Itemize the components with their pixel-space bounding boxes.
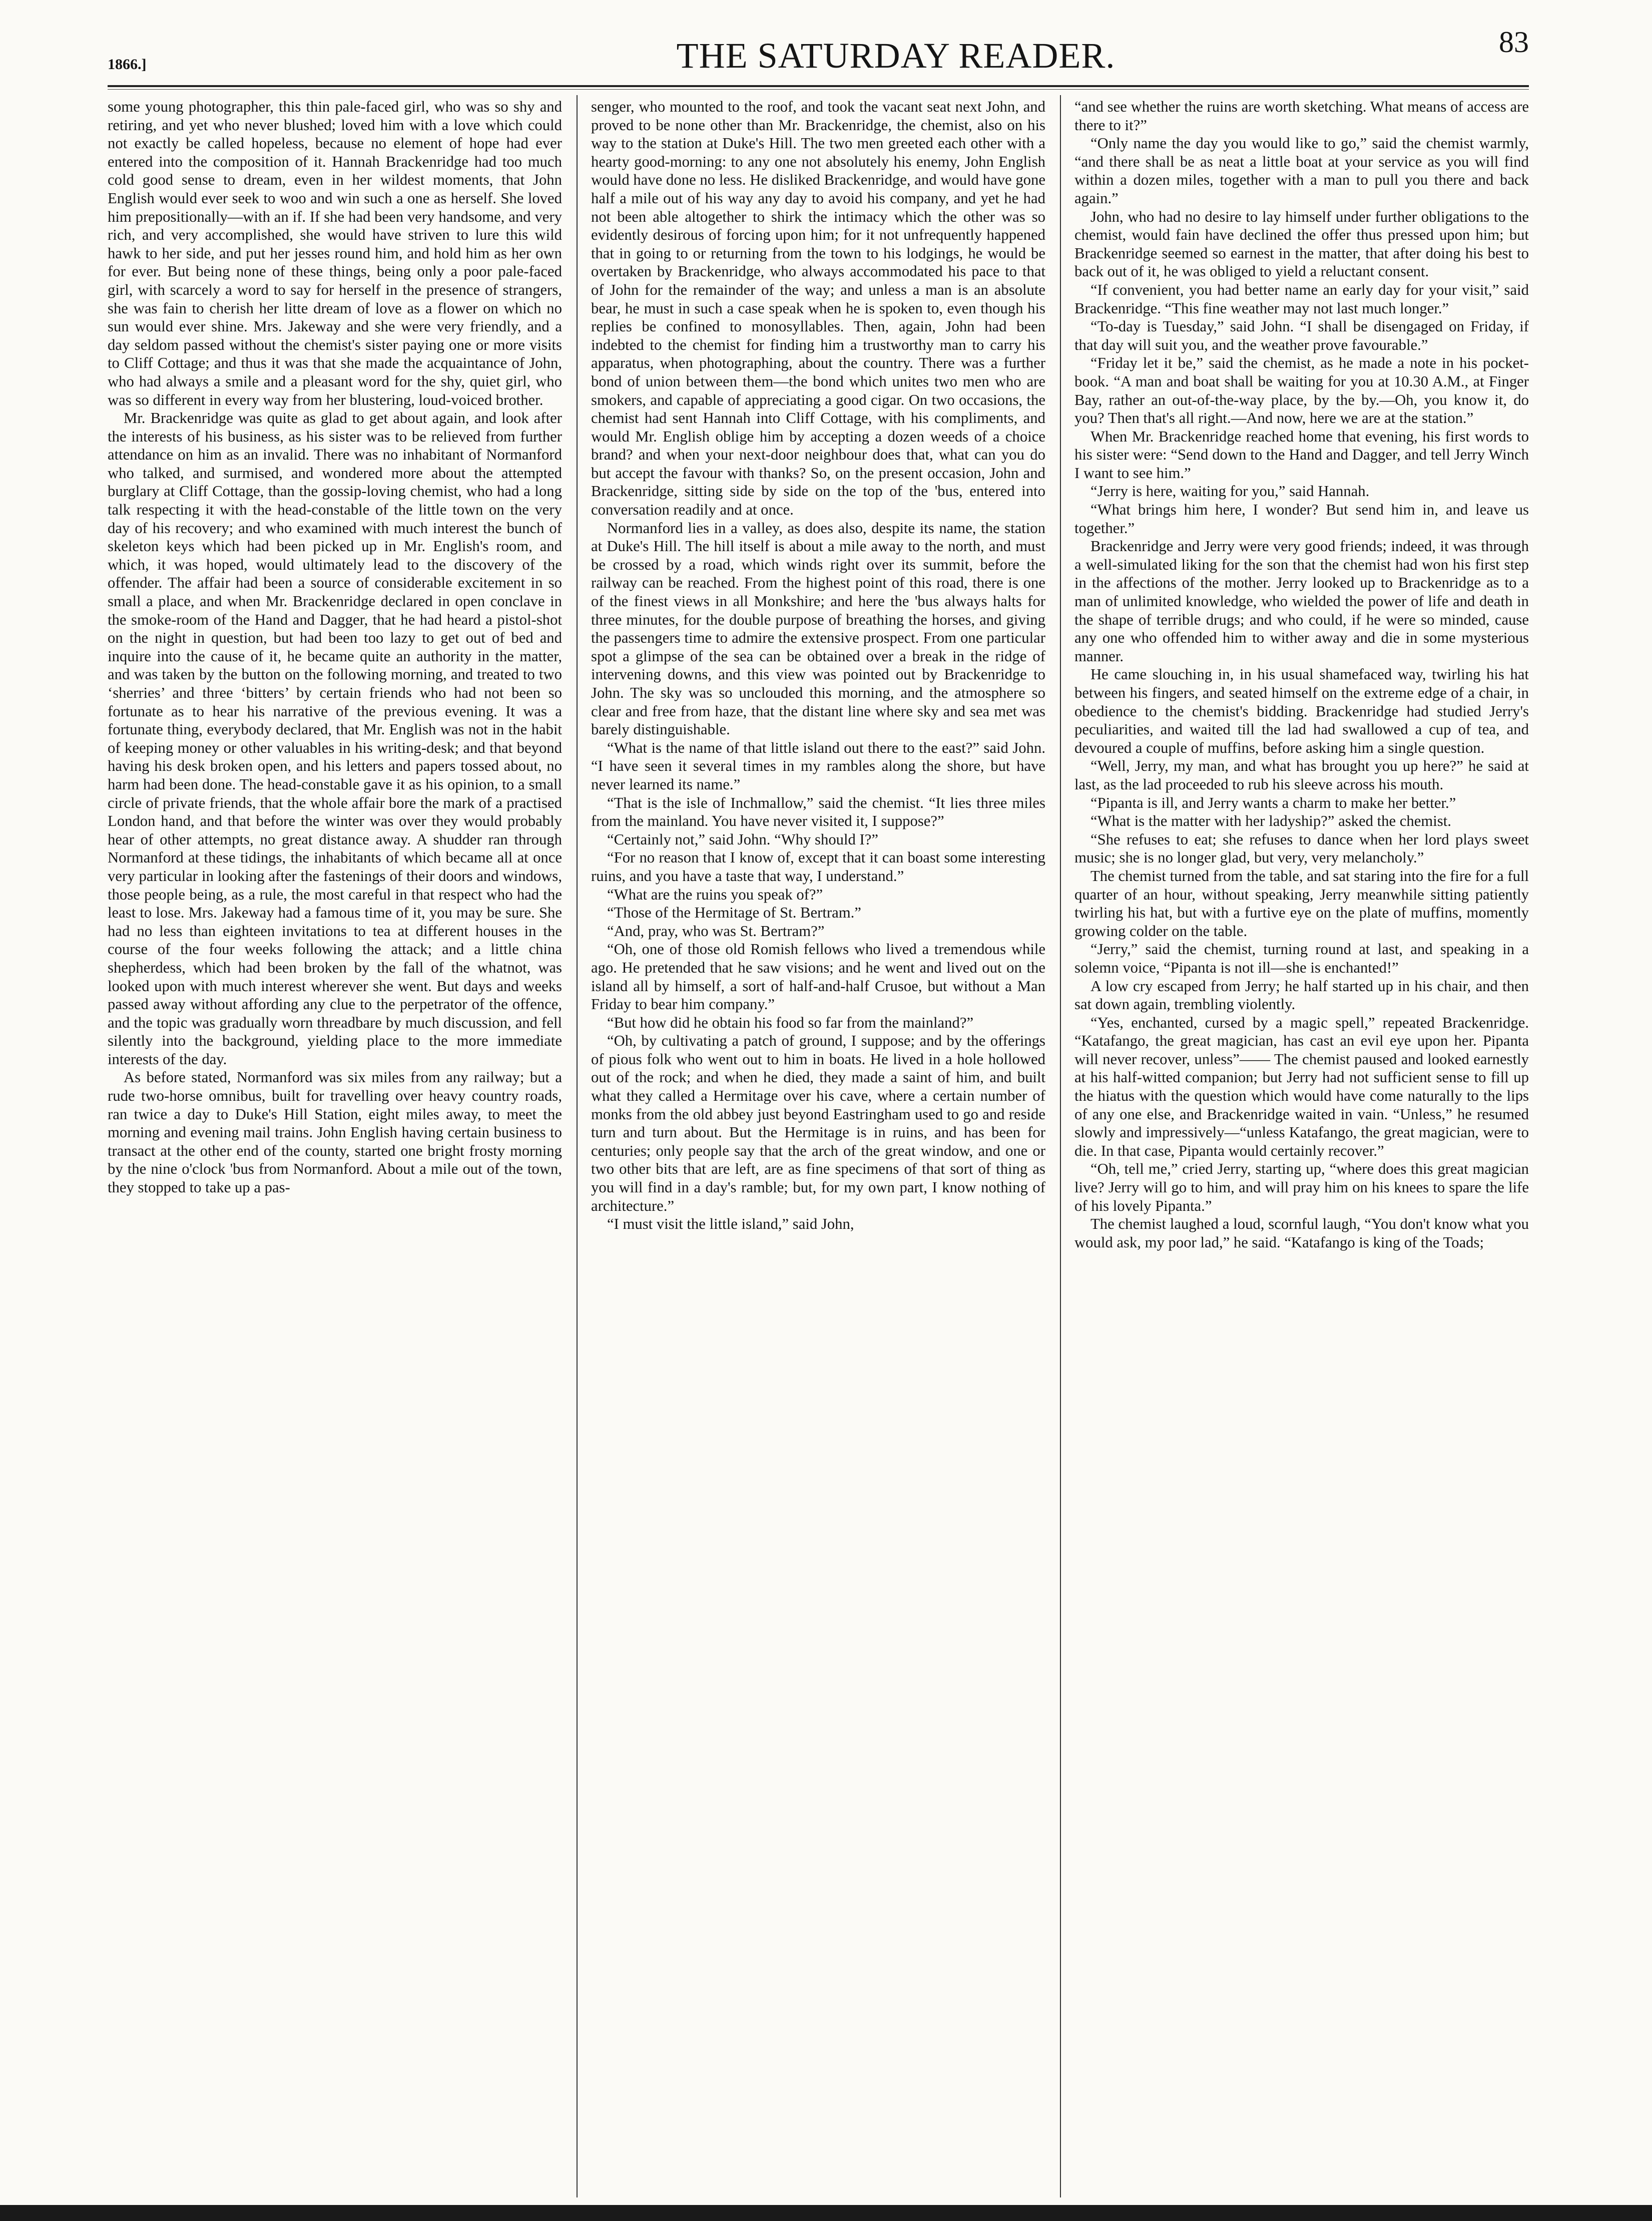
article-paragraph: “Only name the day you would like to go,” said the chemist warmly, “and there shall be as neat a little boat at your service as you will find within a dozen miles, together with a man to pull you there and back again.” — [1074, 135, 1529, 207]
article-paragraph: “But how did he obtain his food so far from the mainland?” — [607, 1014, 974, 1031]
article-paragraph: “And, pray, who was St. Bertram?” — [607, 922, 825, 940]
article-paragraph: “Certainly not,” said John. “Why should I?” — [607, 830, 879, 848]
article-paragraph: John, who had no desire to lay himself under further obligations to the chemist, would fain have declined the offer thus pressed upon him; but Brackenridge seemed so earnest in the matter, that after doing his best to back out of it, he was obliged to yield a reluctant consent. — [1074, 208, 1529, 280]
article-paragraph: “What is the matter with her ladyship?” asked the chemist. — [1090, 812, 1451, 830]
article-paragraph: Brackenridge and Jerry were very good friends; indeed, it was through a well-simulated liking for the son that the chemist had won his first step in the affections of the mother. Jerry looked up to Brackenridge as to a man of unlimited knowledge, who wielded the power of life and death in the shape of terrible drugs; and who could, if he were so minded, cause any one who offended him to wither away and die in some mysterious manner. — [1074, 538, 1529, 665]
article-paragraph: “She refuses to eat; she refuses to dance when her lord plays sweet music; she is no longer glad, but very, very melancholy.” — [1074, 830, 1529, 866]
article-paragraph: “What are the ruins you speak of?” — [607, 885, 823, 903]
column-middle — [591, 98, 1045, 2195]
article-paragraph: “Friday let it be,” said the chemist, as he made a note in his pocket-book. “A man and boat shall be waiting for you at 10.30 A.M., at Finger Bay, rather an out-of-the-way place, by the by.—Oh, you know it, do you? Then that's all right.—And now, here we are at the station.” — [1074, 354, 1529, 427]
article-paragraph: “Yes, enchanted, cursed by a magic spell,” repeated Brackenridge. “Katafango, the great magician, has cast an evil eye upon her. Pipanta will never recover, unless”—— The chemist paused and looked earnestly at his half-witted companion; but Jerry had not sufficient sense to fill up the hiatus with the question which would have come naturally to the lips of any one else, and Brackenridge waited in vain. “Unless,” he resumed slowly and impressively—“unless Katafango, the great magician, were to die. In that case, Pipanta would certainly recover.” — [1074, 1014, 1529, 1159]
article-paragraph: When Mr. Brackenridge reached home that evening, his first words to his sister were: “Send down to the Hand and Dagger, and tell Jerry Winch I want to see him.” — [1074, 427, 1529, 482]
article-paragraph: “What brings him here, I wonder? But send him in, and leave us together.” — [1074, 501, 1529, 537]
column-right — [1074, 98, 1529, 2195]
article-paragraph: “Well, Jerry, my man, and what has brought you up here?” he said at last, as the lad proceeded to rub his sleeve across his mouth. — [1074, 757, 1529, 793]
article-paragraph: The chemist laughed a loud, scornful laugh, “You don't know what you would ask, my poor lad,” he said. “Katafango is king of the Toads; — [1074, 1215, 1529, 1251]
page-header — [108, 15, 1529, 110]
article-paragraph: “Those of the Hermitage of St. Bertram.” — [607, 904, 861, 922]
header-rule-thin — [108, 89, 1529, 90]
article-paragraph: “Oh, one of those old Romish fellows who lived a tremendous while ago. He pretended that he saw visions; and he went and lived out on the island all by himself, a sort of half-and-half Crusoe, but without a Man Friday to bear him company.” — [591, 941, 1045, 1013]
article-paragraph: “and see whether the ruins are worth sketching. What means of access are there to it?” — [1074, 98, 1529, 134]
masthead-title: THE SATURDAY READER. — [676, 36, 1116, 76]
header-rule — [108, 85, 1529, 87]
article-paragraph: “I must visit the little island,” said John, — [607, 1215, 854, 1233]
article-paragraph: As before stated, Normanford was six miles from any railway; but a rude two-horse omnibus, built for travelling over heavy country roads, ran twice a day to Duke's Hill Station, eight miles away, to meet the morning and evening mail trains. John English having certain business to transact at the other end of the county, started one bright frosty morning by the nine o'clock 'bus from Normanford. About a mile out of the town, they stopped to take up a pas- — [108, 1069, 562, 1196]
article-paragraph: The chemist turned from the table, and sat staring into the fire for a full quarter of an hour, without speaking, Jerry meanwhile sitting patiently twirling his hat, but with a furtive eye on the plate of muffins, momently growing colder on the table. — [1074, 867, 1529, 940]
article-paragraph: senger, who mounted to the roof, and took the vacant seat next John, and proved to be none other than Mr. Brackenridge, the chemist, also on his way to the station at Duke's Hill. The two men greeted each other with a hearty good-morning: to any one not absolutely his enemy, John English would have done no less. He disliked Brackenridge, and would have gone half a mile out of his way any day to avoid his company, and yet he had not been able altogether to shirk the intimacy which the other was so evidently desirous of forcing upon him; for it not unfrequently happened that in going to or returning from the town to his lodgings, he would be overtaken by Brackenridge, who always accommodated his pace to that of John for the remainder of the way; and unless a man is an absolute bear, he must in such a case speak when he is spoken to, even though his replies be confined to monosyllables. Then, again, John had been indebted to the chemist for finding him a trustworthy man to carry his apparatus, when photographing, about the country. There was a further bond of union between them—the bond which unites two men who are smokers, and capable of appreciating a good cigar. On two occasions, the chemist had sent Hannah into Cliff Cottage, with his compliments, and would Mr. English oblige him by accepting a dozen weeds of a choice brand? and when your next-door neighbour does that, what can you do but accept the favour with thanks? So, on the present occasion, John and Brackenridge, sitting side by side on the top of the 'bus, entered into conversation readily and at once. — [591, 98, 1045, 519]
article-paragraph: A low cry escaped from Jerry; he half started up in his chair, and then sat down again, trembling violently. — [1074, 977, 1529, 1013]
header-year: 1866.] — [108, 56, 147, 73]
article-paragraph: “That is the isle of Inchmallow,” said the chemist. “It lies three miles from the mainland. You have never visited it, I suppose?” — [591, 794, 1045, 830]
article-paragraph: “Jerry is here, waiting for you,” said Hannah. — [1090, 483, 1370, 500]
article-columns — [108, 98, 1529, 2195]
article-paragraph: “To-day is Tuesday,” said John. “I shall be disengaged on Friday, if that day will suit you, and the weather prove favourable.” — [1074, 318, 1529, 353]
article-paragraph: “Oh, by cultivating a patch of ground, I suppose; and by the offerings of pious folk who went out to him in boats. He lived in a hole hollowed out of the rock; and when he died, they made a saint of him, and built what they called a Hermitage over his cave, where a certain number of monks from the old abbey just beyond Eastringham used to go and reside turn and turn about. But the Hermitage is in ruins, and has been for centuries; only people say that the arch of the great window, and one or two other bits that are left, are as fine specimens of that sort of thing as you will find in a day's ramble; but, for my own part, I know nothing of architecture.” — [591, 1032, 1045, 1214]
article-paragraph: Mr. Brackenridge was quite as glad to get about again, and look after the interests of his business, as his sister was to be relieved from further attendance on him as an invalid. There was no inhabitant of Normanford who talked, and surmised, and wondered more about the attempted burglary at Cliff Cottage, than the gossip-loving chemist, who had a long talk respecting it with the head-constable of the little town on the very day of his recovery; and who examined with much interest the bunch of skeleton keys which had been picked up in Mr. English's room, and which, it was hoped, would ultimately lead to the discovery of the offender. The affair had been a source of considerable excitement in so small a place, and when Mr. Brackenridge declared in open conclave in the smoke-room of the Hand and Dagger, that he had heard a pistol-shot on the night in question, but had been too lazy to get out of bed and inquire into the cause of it, he became quite an authority in the matter, and was taken by the button on the following morning, and treated to two ‘sherries’ and three ‘bitters’ by certain friends who had not been so fortunate as to hear his narrative of the previous evening. It was a fortunate thing, everybody declared, that Mr. English was not in the habit of keeping money or other valuables in his writing-desk; and that beyond having his desk broken open, and his letters and papers tossed about, no harm had been done. The head-constable gave it as his opinion, to a small circle of private friends, that the whole affair bore the mark of a practised London hand, and that before the winter was over they would probably hear of other attempts, no great distance away. A shudder ran through Normanford at these tidings, the inhabitants of which became all at once very particular in looking after the fastenings of their doors and windows, those people being, as a rule, the most careful in that respect who had the least to lose. Mrs. Jakeway had a famous time of it, you may be sure. She had no less than eighteen invitations to tea at different houses in the course of the four weeks following the attack; and a little china shepherdess, which had been broken by the fall of the whatnot, was looked upon with much interest wherever she went. But days and weeks passed away without affording any clue to the perpetrator of the offence, and the topic was gradually worn threadbare by much discussion, and fell silently into the background, yielding place to the more immediate interests of the day. — [108, 409, 562, 1068]
article-paragraph: He came slouching in, in his usual shamefaced way, twirling his hat between his fingers, and seated himself on the extreme edge of a chair, in obedience to the chemist's bidding. Brackenridge had studied Jerry's peculiarities, and waited till the lad had swallowed a cup of tea, and devoured a couple of muffins, before asking him a single question. — [1074, 666, 1529, 756]
article-paragraph: “Pipanta is ill, and Jerry wants a charm to make her better.” — [1090, 794, 1456, 811]
article-paragraph: some young photographer, this thin pale-faced girl, who was so shy and retiring, and yet who never blushed; loved him with a love which could not exactly be called hopeless, because no element of hope had ever entered into the composition of it. Hannah Brackenridge had too much cold good sense to dream, even in her wildest moments, that John English would ever seek to woo and win such a one as herself. She loved him prepositionally—with an if. If she had been very handsome, and very rich, and very accomplished, she would have striven to lure this wild hawk to her side, and put her jesses round him, and hold him as her own for ever. But being none of these things, being only a poor pale-faced girl, with scarcely a word to say for herself in the presence of strangers, she was fain to cherish her litte dream of love as a flower on which no sun would ever shine. Mrs. Jakeway and she were very friendly, and a day seldom passed without the chemist's sister paying one or more visits to Cliff Cottage; and thus it was that she made the acquaintance of John, who had always a smile and a pleasant word for the shy, quiet girl, who was so different in every way from her blustering, loud-voiced brother. — [108, 98, 562, 408]
column-left — [108, 98, 562, 2195]
article-paragraph: “If convenient, you had better name an early day for your visit,” said Brackenridge. “This fine weather may not last much longer.” — [1074, 281, 1529, 317]
article-paragraph: Normanford lies in a valley, as does also, despite its name, the station at Duke's Hill. The hill itself is about a mile away to the north, and must be crossed by a road, which winds right over its summit, before the railway can be reached. From the highest point of this road, there is one of the finest views in all Monkshire; and here the 'bus always halts for three minutes, for the double purpose of breathing the horses, and giving the passengers time to admire the extensive prospect. From one particular spot a glimpse of the sea can be obtained over a break in the ridge of intervening downs, and this view was pointed out by Brackenridge to John. The sky was so unclouded this morning, and the atmosphere so clear and free from haze, that the distant line where sky and sea met was barely distinguishable. — [591, 519, 1045, 738]
page-number: 83 — [1499, 26, 1529, 59]
article-paragraph: “Jerry,” said the chemist, turning round at last, and speaking in a solemn voice, “Pipanta is not ill—she is enchanted!” — [1074, 941, 1529, 976]
page-bottom-edge — [0, 2205, 1652, 2221]
article-paragraph: “What is the name of that little island out there to the east?” said John. “I have seen it several times in my rambles along the shore, but have never learned its name.” — [591, 739, 1045, 793]
article-paragraph: “Oh, tell me,” cried Jerry, starting up, “where does this great magician live? Jerry will go to him, and will pray him on his knees to spare the life of his lovely Pipanta.” — [1074, 1160, 1529, 1214]
article-paragraph: “For no reason that I know of, except that it can boast some interesting ruins, and you have a taste that way, I understand.” — [591, 849, 1045, 884]
